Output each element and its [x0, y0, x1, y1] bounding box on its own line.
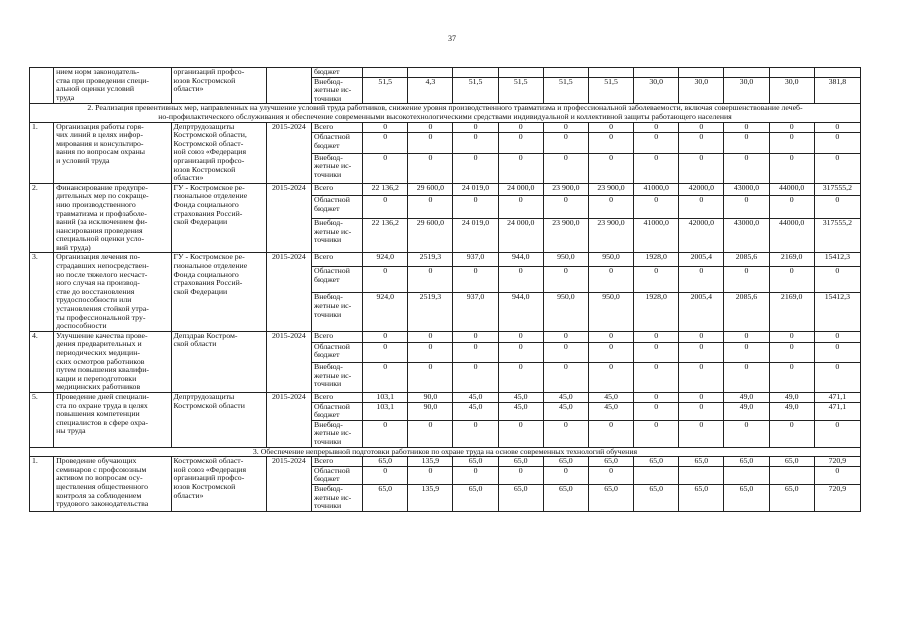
value-year: 65,0: [363, 457, 408, 467]
value-year: 65,0: [634, 484, 679, 511]
funding-source: Всего: [312, 122, 363, 133]
value-year: 0: [408, 153, 453, 183]
table-row: [30, 122, 861, 133]
value-year: 23 900,0: [543, 183, 588, 195]
value-year: [634, 68, 679, 78]
funding-source: Всего: [312, 253, 363, 267]
value-year: 0: [498, 331, 543, 342]
value-year: 0: [769, 420, 814, 447]
measure-name: нием норм законодатель- ства при проведении специ- альной оценки условий труда: [54, 68, 171, 104]
value-year: 0: [679, 342, 724, 362]
funding-source: Внебюд- жетные ис- точники: [312, 153, 363, 183]
value-year: 0: [543, 331, 588, 342]
value-year: 2005,4: [679, 293, 724, 331]
funding-source: Внебюд- жетные ис- точники: [312, 420, 363, 447]
value-year: 0: [543, 466, 588, 484]
value-year: 24 000,0: [498, 219, 543, 253]
value-year: [498, 68, 543, 78]
value-year: 51,5: [453, 77, 498, 104]
value-year: 49,0: [724, 402, 769, 420]
value-year: 0: [408, 133, 453, 153]
value-year: 0: [453, 420, 498, 447]
value-total: 471,1: [814, 392, 860, 402]
value-year: 45,0: [588, 392, 633, 402]
funding-source: Областной бюджет: [312, 267, 363, 293]
value-year: 43000,0: [724, 183, 769, 195]
value-year: 30,0: [769, 77, 814, 104]
value-year: 2005,4: [679, 253, 724, 267]
value-year: 22 136,2: [363, 219, 408, 253]
value-year: 65,0: [588, 484, 633, 511]
value-year: 45,0: [498, 392, 543, 402]
program-table: [29, 67, 861, 512]
value-year: 0: [769, 342, 814, 362]
value-year: 0: [588, 362, 633, 392]
measure-name: Организация работы горя- чих линий в целях инфор- мирования и консультиро- вания по вопросам охраны и условий труда: [54, 122, 171, 183]
value-year: 45,0: [543, 402, 588, 420]
value-year: 0: [453, 466, 498, 484]
value-year: 44000,0: [769, 183, 814, 195]
value-year: 924,0: [363, 253, 408, 267]
value-year: 950,0: [543, 293, 588, 331]
value-year: 135,9: [408, 484, 453, 511]
value-total: 317555,2: [814, 183, 860, 195]
period: 2015-2024: [266, 392, 311, 447]
value-year: 0: [679, 420, 724, 447]
measure-name: Проведение дней специали- ста по охране труда в целях повышения компетенции специалистов в сфере охра- ны труда: [54, 392, 171, 447]
value-year: 0: [634, 342, 679, 362]
funding-source: Внебюд- жетные ис- точники: [312, 362, 363, 392]
value-year: 0: [543, 153, 588, 183]
value-year: 23 900,0: [543, 219, 588, 253]
value-year: 0: [634, 420, 679, 447]
value-year: 65,0: [679, 484, 724, 511]
value-year: 29 600,0: [408, 219, 453, 253]
value-year: 45,0: [498, 402, 543, 420]
value-year: 0: [363, 153, 408, 183]
funding-source: Внебюд- жетные ис- точники: [312, 219, 363, 253]
value-total: 720,9: [814, 457, 860, 467]
value-year: 0: [679, 392, 724, 402]
executor: ГУ - Костромское ре- гиональное отделение Фонда социального страхования Россий- ской Федерации: [171, 253, 266, 331]
value-year: 0: [724, 420, 769, 447]
value-year: 0: [498, 362, 543, 392]
value-total: 0: [814, 267, 860, 293]
executor: ГУ - Костромское ре- гиональное отделение Фонда социального страхования Россий- ской Федерации: [171, 183, 266, 253]
table-row: [30, 331, 861, 342]
funding-source: Областной бюджет: [312, 195, 363, 218]
value-year: 0: [453, 133, 498, 153]
value-year: [634, 466, 679, 484]
funding-source: Областной бюджет: [312, 342, 363, 362]
value-year: 0: [408, 420, 453, 447]
table-row: [30, 457, 861, 467]
value-year: 65,0: [363, 484, 408, 511]
measures-table: [29, 67, 861, 512]
value-year: 65,0: [498, 484, 543, 511]
value-year: 0: [588, 122, 633, 133]
row-number: 1.: [30, 122, 54, 183]
value-total: 381,8: [814, 77, 860, 104]
value-year: 937,0: [453, 253, 498, 267]
value-year: 944,0: [498, 253, 543, 267]
value-year: 4,3: [408, 77, 453, 104]
row-number: [30, 68, 54, 104]
value-year: 0: [679, 153, 724, 183]
value-year: 0: [408, 195, 453, 218]
value-year: 65,0: [588, 457, 633, 467]
value-year: 0: [363, 466, 408, 484]
value-year: 0: [769, 133, 814, 153]
table-row: [30, 392, 861, 402]
period: 2015-2024: [266, 331, 311, 392]
funding-source: Всего: [312, 331, 363, 342]
value-year: 0: [408, 122, 453, 133]
value-year: 937,0: [453, 293, 498, 331]
value-year: [543, 68, 588, 78]
row-number: 4.: [30, 331, 54, 392]
value-year: 0: [363, 331, 408, 342]
value-year: 30,0: [724, 77, 769, 104]
value-year: 0: [588, 133, 633, 153]
value-year: 103,1: [363, 392, 408, 402]
value-year: 65,0: [543, 484, 588, 511]
value-year: 0: [769, 267, 814, 293]
funding-source: Всего: [312, 183, 363, 195]
measure-name: Проведение обучающих семинаров с профсоюзным активом по вопросам осу- ществления общественного контроля за соблюдением трудового законодательства: [54, 457, 171, 512]
value-year: 0: [498, 420, 543, 447]
value-year: 0: [769, 195, 814, 218]
value-year: [724, 466, 769, 484]
value-total: 0: [814, 122, 860, 133]
value-year: 49,0: [769, 402, 814, 420]
value-year: 0: [588, 153, 633, 183]
funding-source: Областной бюджет: [312, 466, 363, 484]
value-year: 0: [408, 331, 453, 342]
executor: Депртрудозащиты Костромской области, Костромской област- ной союз «Федерация организаций профсо- юзов Костромской области»: [171, 122, 266, 183]
value-year: 0: [634, 153, 679, 183]
value-year: 944,0: [498, 293, 543, 331]
value-year: 0: [543, 122, 588, 133]
value-year: [453, 68, 498, 78]
value-year: 22 136,2: [363, 183, 408, 195]
value-year: 0: [769, 331, 814, 342]
period: 2015-2024: [266, 183, 311, 253]
value-year: 0: [453, 267, 498, 293]
value-year: 924,0: [363, 293, 408, 331]
value-total: 0: [814, 133, 860, 153]
value-year: 42000,0: [679, 219, 724, 253]
value-year: 0: [588, 466, 633, 484]
value-year: 0: [498, 133, 543, 153]
value-year: 103,1: [363, 402, 408, 420]
value-year: 0: [498, 466, 543, 484]
value-year: 950,0: [543, 253, 588, 267]
value-year: 0: [363, 362, 408, 392]
value-year: 0: [634, 133, 679, 153]
value-year: 0: [543, 267, 588, 293]
value-year: 42000,0: [679, 183, 724, 195]
funding-source: Всего: [312, 457, 363, 467]
value-total: 0: [814, 331, 860, 342]
value-year: 0: [453, 195, 498, 218]
value-year: [588, 68, 633, 78]
value-total: 0: [814, 466, 860, 484]
value-year: 90,0: [408, 392, 453, 402]
value-year: 0: [724, 195, 769, 218]
value-year: 30,0: [634, 77, 679, 104]
value-year: 45,0: [453, 392, 498, 402]
value-year: 0: [634, 392, 679, 402]
value-year: 0: [769, 362, 814, 392]
value-year: 0: [679, 267, 724, 293]
value-total: [814, 68, 860, 78]
value-year: 950,0: [588, 293, 633, 331]
value-year: 2169,0: [769, 253, 814, 267]
value-year: 0: [453, 362, 498, 392]
value-total: 0: [814, 362, 860, 392]
value-year: [679, 466, 724, 484]
value-year: 0: [408, 342, 453, 362]
value-year: 0: [363, 342, 408, 362]
section-title: 2. Реализация превентивных мер, направленных на улучшение условий труда работников, снижение уровня производственного травматизма и профессиональной заболеваемости, включая совершенствование лечеб- но-профилактического обслуживания и обеспечение современными высокотехнологическими средствами индивидуальной и коллективной защиты работающего населения: [30, 104, 861, 122]
value-year: [724, 68, 769, 78]
value-year: 0: [588, 195, 633, 218]
value-year: 0: [634, 402, 679, 420]
page-number: 37: [448, 34, 456, 43]
row-number: 2.: [30, 183, 54, 253]
value-year: 49,0: [769, 392, 814, 402]
value-year: 0: [634, 267, 679, 293]
value-total: 471,1: [814, 402, 860, 420]
value-year: 65,0: [453, 484, 498, 511]
value-year: 0: [679, 402, 724, 420]
value-year: 65,0: [769, 484, 814, 511]
period: 2015-2024: [266, 253, 311, 331]
value-year: 0: [363, 122, 408, 133]
value-year: 30,0: [679, 77, 724, 104]
value-year: 0: [679, 133, 724, 153]
value-total: 15412,3: [814, 253, 860, 267]
funding-source: Всего: [312, 392, 363, 402]
value-year: 0: [588, 331, 633, 342]
value-total: 15412,3: [814, 293, 860, 331]
value-total: 0: [814, 195, 860, 218]
executor: организаций профсо- юзов Костромской области»: [171, 68, 266, 104]
measure-name: Организация лечения по- страдавших непосредствен- но после тяжелого несчаст- ного случая на производ- стве до восстановления трудоспособности или установления стойкой утра- ты профессиональной тру- доспособности: [54, 253, 171, 331]
value-year: [769, 466, 814, 484]
value-year: 45,0: [453, 402, 498, 420]
value-year: 0: [769, 153, 814, 183]
value-year: 45,0: [543, 392, 588, 402]
value-year: 0: [679, 331, 724, 342]
table-row: [30, 68, 861, 78]
value-year: 0: [724, 362, 769, 392]
value-year: [679, 68, 724, 78]
measure-name: Улучшение качества прове- дения предварительных и периодических медицин- ских осмотров работников путем повышения квалифи- кации и переподготовки медицинских работников: [54, 331, 171, 392]
value-year: 0: [634, 331, 679, 342]
value-year: 44000,0: [769, 219, 814, 253]
value-year: 0: [724, 331, 769, 342]
measure-name: Финансирование предупре- дительных мер по сокраще- нию производственного травматизма и профзаболе- ваний (за исключением фи- нансирования проведения специальной оценки усло- вий труда): [54, 183, 171, 253]
value-total: 0: [814, 342, 860, 362]
section-header-row: [30, 447, 861, 457]
value-year: 65,0: [634, 457, 679, 467]
value-year: 0: [724, 267, 769, 293]
value-total: 720,9: [814, 484, 860, 511]
value-year: 51,5: [498, 77, 543, 104]
value-total: 0: [814, 153, 860, 183]
row-number: 1.: [30, 457, 54, 512]
value-year: 23 900,0: [588, 183, 633, 195]
value-year: 29 600,0: [408, 183, 453, 195]
value-year: 0: [543, 342, 588, 362]
value-year: 24 019,0: [453, 219, 498, 253]
value-year: 0: [408, 466, 453, 484]
value-year: 0: [724, 133, 769, 153]
value-year: 0: [363, 420, 408, 447]
value-year: 2519,3: [408, 253, 453, 267]
value-year: 0: [363, 267, 408, 293]
value-year: 0: [408, 362, 453, 392]
value-year: 0: [679, 122, 724, 133]
value-year: 24 000,0: [498, 183, 543, 195]
value-year: 49,0: [724, 392, 769, 402]
value-year: 0: [724, 342, 769, 362]
value-year: 0: [498, 153, 543, 183]
value-year: 65,0: [543, 457, 588, 467]
value-year: 0: [363, 195, 408, 218]
value-year: 0: [588, 342, 633, 362]
table-row: [30, 183, 861, 195]
value-year: 41000,0: [634, 183, 679, 195]
period: 2015-2024: [266, 122, 311, 183]
funding-source: бюджет: [312, 68, 363, 78]
executor: Костромской област- ной союз «Федерация организаций профсо- юзов Костромской области»: [171, 457, 266, 512]
value-year: 90,0: [408, 402, 453, 420]
value-year: 0: [634, 362, 679, 392]
value-year: [408, 68, 453, 78]
value-year: 65,0: [453, 457, 498, 467]
value-year: 0: [498, 195, 543, 218]
value-year: 0: [588, 267, 633, 293]
value-year: 2519,3: [408, 293, 453, 331]
value-year: [363, 68, 408, 78]
value-year: 950,0: [588, 253, 633, 267]
value-year: 0: [453, 331, 498, 342]
value-year: 135,9: [408, 457, 453, 467]
value-year: 2085,6: [724, 253, 769, 267]
value-year: 0: [543, 133, 588, 153]
value-year: 51,5: [543, 77, 588, 104]
funding-source: Внебюд- жетные ис- точники: [312, 77, 363, 104]
value-year: 1928,0: [634, 253, 679, 267]
value-year: 23 900,0: [588, 219, 633, 253]
value-year: 0: [634, 195, 679, 218]
value-year: 0: [408, 267, 453, 293]
value-year: 43000,0: [724, 219, 769, 253]
value-year: 0: [543, 420, 588, 447]
value-year: 0: [679, 362, 724, 392]
value-year: 0: [724, 153, 769, 183]
value-year: 2085,6: [724, 293, 769, 331]
value-year: 65,0: [724, 457, 769, 467]
value-year: 0: [498, 267, 543, 293]
value-year: 0: [724, 122, 769, 133]
row-number: 3.: [30, 253, 54, 331]
funding-source: Областной бюджет: [312, 133, 363, 153]
value-year: 65,0: [679, 457, 724, 467]
value-year: 0: [498, 122, 543, 133]
value-total: 317555,2: [814, 219, 860, 253]
table-row: [30, 253, 861, 267]
value-year: 0: [498, 342, 543, 362]
value-year: 0: [453, 342, 498, 362]
value-year: 0: [543, 362, 588, 392]
funding-source: Внебюд- жетные ис- точники: [312, 484, 363, 511]
value-year: 41000,0: [634, 219, 679, 253]
value-total: 0: [814, 420, 860, 447]
executor: Депздрав Костром- ской области: [171, 331, 266, 392]
section-header-row: [30, 104, 861, 122]
value-year: 0: [453, 122, 498, 133]
period: 2015-2024: [266, 457, 311, 512]
value-year: 51,5: [363, 77, 408, 104]
value-year: 0: [769, 122, 814, 133]
period: [266, 68, 311, 104]
value-year: 2169,0: [769, 293, 814, 331]
value-year: 0: [543, 195, 588, 218]
value-year: 65,0: [769, 457, 814, 467]
value-year: 65,0: [724, 484, 769, 511]
section-title: 3. Обеспечение непрерывной подготовки работников по охране труда на основе современных технологий обучения: [30, 447, 861, 457]
value-year: 0: [453, 153, 498, 183]
value-year: 45,0: [588, 402, 633, 420]
value-year: 51,5: [588, 77, 633, 104]
funding-source: Внебюд- жетные ис- точники: [312, 293, 363, 331]
value-year: 1928,0: [634, 293, 679, 331]
row-number: 5.: [30, 392, 54, 447]
funding-source: Областной бюджет: [312, 402, 363, 420]
executor: Депртрудозащиты Костромской области: [171, 392, 266, 447]
value-year: 24 019,0: [453, 183, 498, 195]
value-year: [769, 68, 814, 78]
value-year: 0: [634, 122, 679, 133]
value-year: 0: [679, 195, 724, 218]
value-year: 0: [588, 420, 633, 447]
value-year: 65,0: [498, 457, 543, 467]
value-year: 0: [363, 133, 408, 153]
